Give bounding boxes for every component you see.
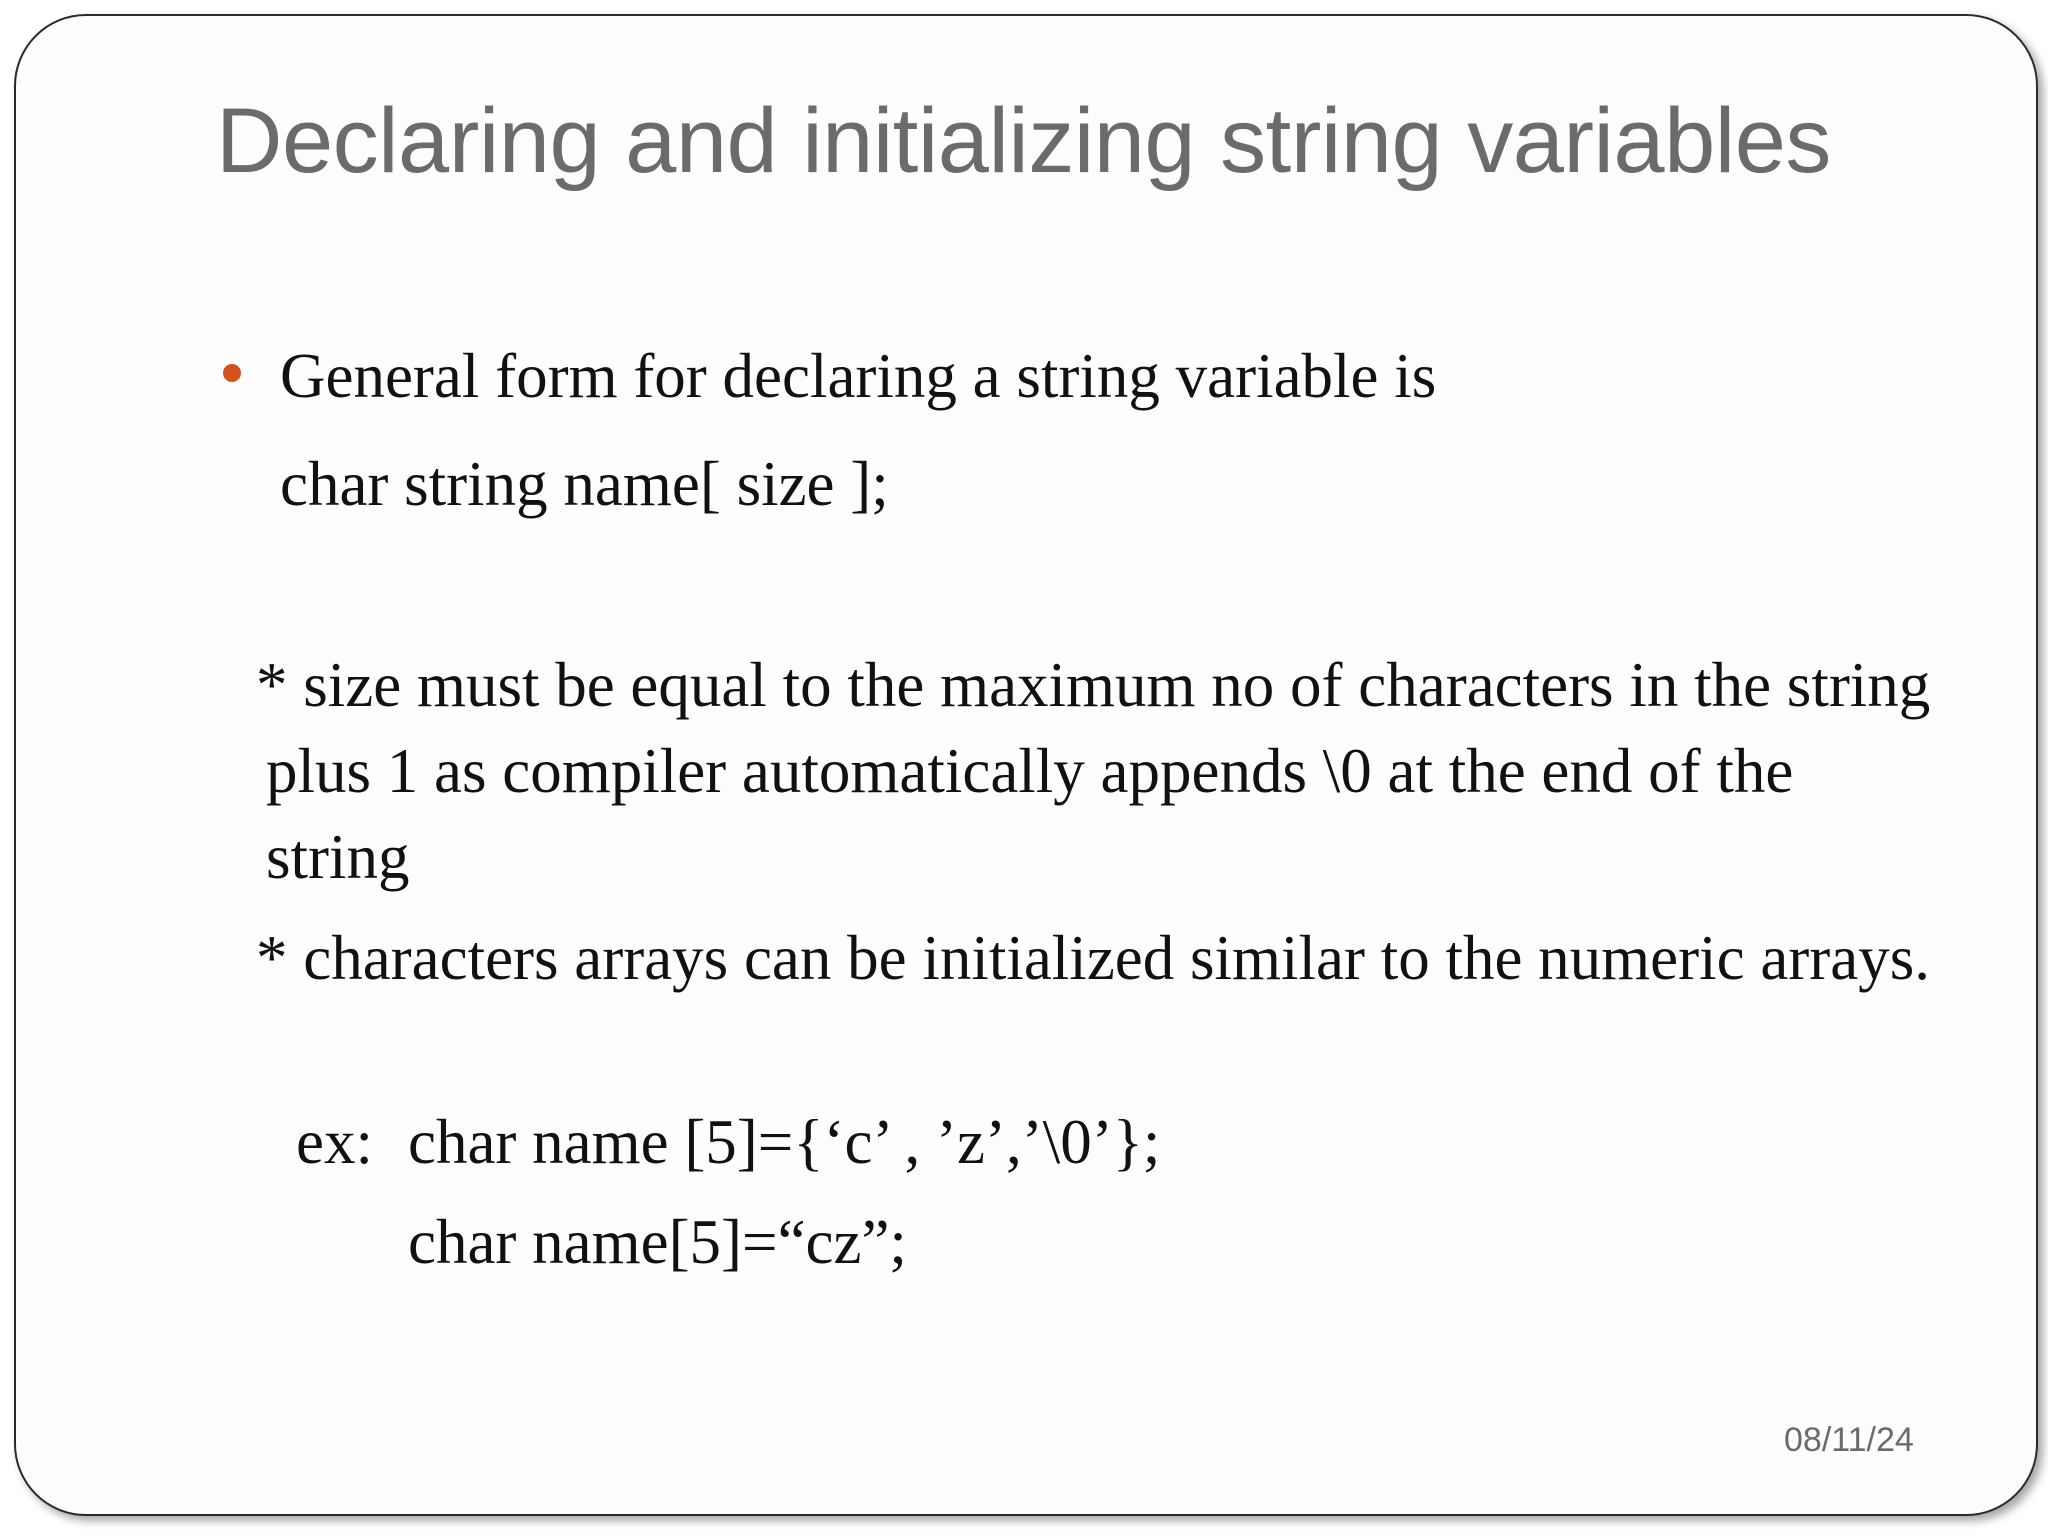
example-line-2: char name[5]=“cz”; [408, 1207, 907, 1277]
example-label: ex: [296, 1107, 373, 1177]
syntax-line: char string name[ size ]; [280, 449, 889, 519]
bullet-text: General form for declaring a string variable is [280, 341, 1437, 411]
slide-date: 08/11/24 [1784, 1421, 1914, 1459]
example-line-1: char name [5]={‘c’ , ’z’,’\0’}; [408, 1107, 1161, 1177]
slide-title: Declaring and initializing string variables [216, 90, 1831, 192]
note-initialization: * characters arrays can be initialized similar to the numeric arrays. [256, 923, 1930, 993]
note-size: * size must be equal to the maximum no of characters in the string plus 1 as compiler automatically appends \0 at the end of the string [256, 650, 1931, 892]
bullet-dot-icon [223, 364, 241, 382]
